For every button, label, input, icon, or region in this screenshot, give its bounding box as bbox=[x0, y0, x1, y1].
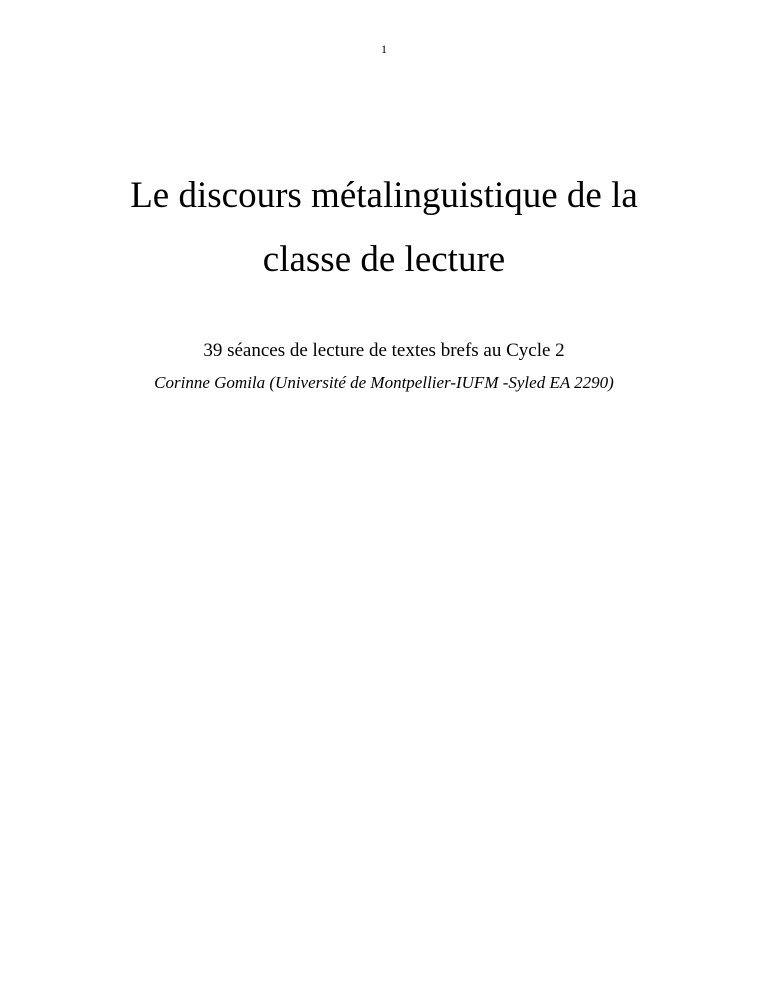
title-line-2: classe de lecture bbox=[262, 239, 506, 280]
document-subtitle: 39 séances de lecture de textes brefs au Cycle 2 bbox=[203, 340, 565, 361]
author-affiliation: Corinne Gomila (Université de Montpellier-IUFM -Syled EA 2290) bbox=[154, 373, 614, 392]
title-line-1: Le discours métalinguistique de la bbox=[130, 175, 638, 216]
document-title bbox=[0, 164, 768, 292]
page-number: 1 bbox=[381, 42, 387, 56]
